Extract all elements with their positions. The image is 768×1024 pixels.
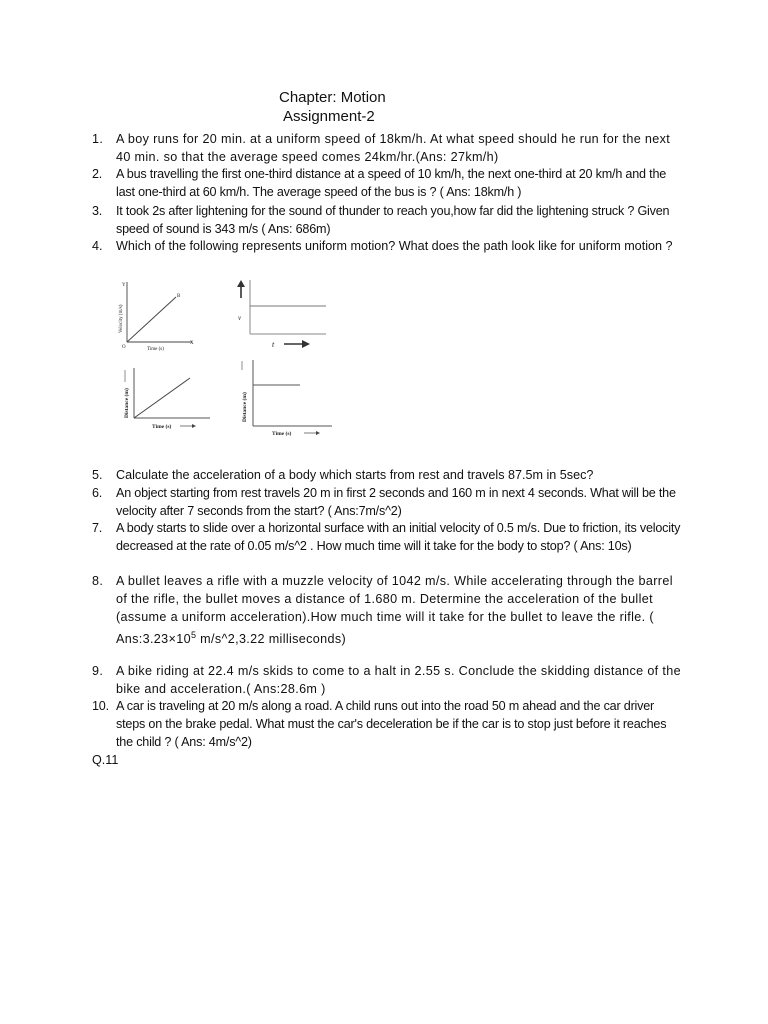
figure-distance-time-flat bbox=[236, 356, 336, 440]
figure-distance-time-sloped bbox=[118, 364, 214, 436]
y-axis-label: Velocity (m/s) bbox=[119, 304, 124, 333]
question-text: Calculate the acceleration of a body which starts from rest and travels 87.5m in 5sec? bbox=[116, 468, 594, 482]
question-number: 5. bbox=[92, 468, 103, 482]
question-number: 3. bbox=[92, 204, 103, 218]
x-axis-label: Time (s) bbox=[152, 424, 172, 430]
question-text: A car is traveling at 20 m/s along a road. A child runs out into the road 50 m ahead and the car driver steps on the brake pedal. What must the car's deceleration be if the car is to stop just before it reaches the child ? ( Ans: 4m/s^2) bbox=[116, 699, 667, 749]
question-text: Which of the following represents uniform motion? What does the path look like for uniform motion ? bbox=[116, 239, 673, 253]
x-arrow-head-icon bbox=[316, 431, 320, 435]
exponent: 5 bbox=[190, 630, 197, 640]
up-arrow-head-icon bbox=[237, 280, 245, 287]
y-axis-label: Distance (m) bbox=[242, 392, 248, 422]
question-number: 7. bbox=[92, 521, 103, 535]
y-axis-letter: Y bbox=[122, 283, 126, 288]
question-text-part: A bullet leaves a rifle with a muzzle velocity of 1042 m/s. While accelerating through the barrel of the rifle, the bullet moves a distance of 1.680 m. Determine the acceleration of the bullet (assume a uniform acceleration).How much time will it take for the bullet to leave the rifle. ( Ans:3.23×10 bbox=[116, 574, 673, 647]
question-number: 10. bbox=[92, 699, 109, 713]
question-text bbox=[116, 572, 682, 648]
question-text: An object starting from rest travels 20 m in first 2 seconds and 160 m in next 4 seconds. What will be the velocity after 7 seconds from the start? ( Ans:7m/s^2) bbox=[116, 486, 676, 518]
question-number: 1. bbox=[92, 132, 104, 146]
question-text-part: m/s^2,3.22 milliseconds) bbox=[196, 632, 347, 647]
question-text: A bus travelling the first one-third distance at a speed of 10 km/h, the next one-third at 20 km/h and the last one-third at 60 km/h. The average speed of the bus is ? ( Ans: 18km/h ) bbox=[116, 167, 667, 199]
graph-line bbox=[134, 378, 190, 418]
figure-velocity-time-flat bbox=[228, 276, 328, 354]
question-11-label: Q.11 bbox=[92, 753, 119, 767]
x-axis-letter: X bbox=[190, 341, 194, 346]
question-text: A boy runs for 20 min. at a uniform speed of 18km/h. At what speed should he run for the next 40 min. so that the average speed comes 24km/hr.(Ans: 27km/h) bbox=[116, 132, 671, 164]
question-number: 4. bbox=[92, 239, 103, 253]
question-number: 2. bbox=[92, 167, 103, 181]
x-axis-label: Time (s) bbox=[147, 347, 164, 352]
x-axis-label: Time (s) bbox=[272, 431, 292, 437]
chapter-title: Chapter: Motion bbox=[279, 89, 386, 106]
figure-velocity-time-sloped bbox=[112, 278, 204, 352]
question-text: A bike riding at 22.4 m/s skids to come to a halt in 2.55 s. Conclude the skidding distance of the bike and acceleration.( Ans:28.6m ) bbox=[116, 664, 681, 696]
graph-line bbox=[127, 297, 176, 342]
x-axis-label: t bbox=[272, 340, 275, 349]
question-number: 8. bbox=[92, 574, 104, 588]
assignment-title: Assignment-2 bbox=[283, 108, 375, 125]
origin-label: O bbox=[122, 345, 126, 350]
x-arrow-head-icon bbox=[192, 424, 196, 428]
y-axis-label: v bbox=[238, 314, 242, 322]
question-number: 6. bbox=[92, 486, 103, 500]
question-number: 9. bbox=[92, 664, 104, 678]
question-text: A body starts to slide over a horizontal surface with an initial velocity of 0.5 m/s. Due to friction, its velocity decreased at the rate of 0.05 m/s^2 . How much time will it take for the body to stop? ( Ans: 10s) bbox=[116, 521, 681, 553]
question-text: It took 2s after lightening for the sound of thunder to reach you,how far did the lightening struck ? Given speed of sound is 343 m/s ( Ans: 686m) bbox=[116, 204, 670, 236]
y-axis-label: Distance (m) bbox=[124, 388, 130, 418]
point-label: B bbox=[177, 294, 181, 299]
right-arrow-head-icon bbox=[302, 340, 310, 348]
